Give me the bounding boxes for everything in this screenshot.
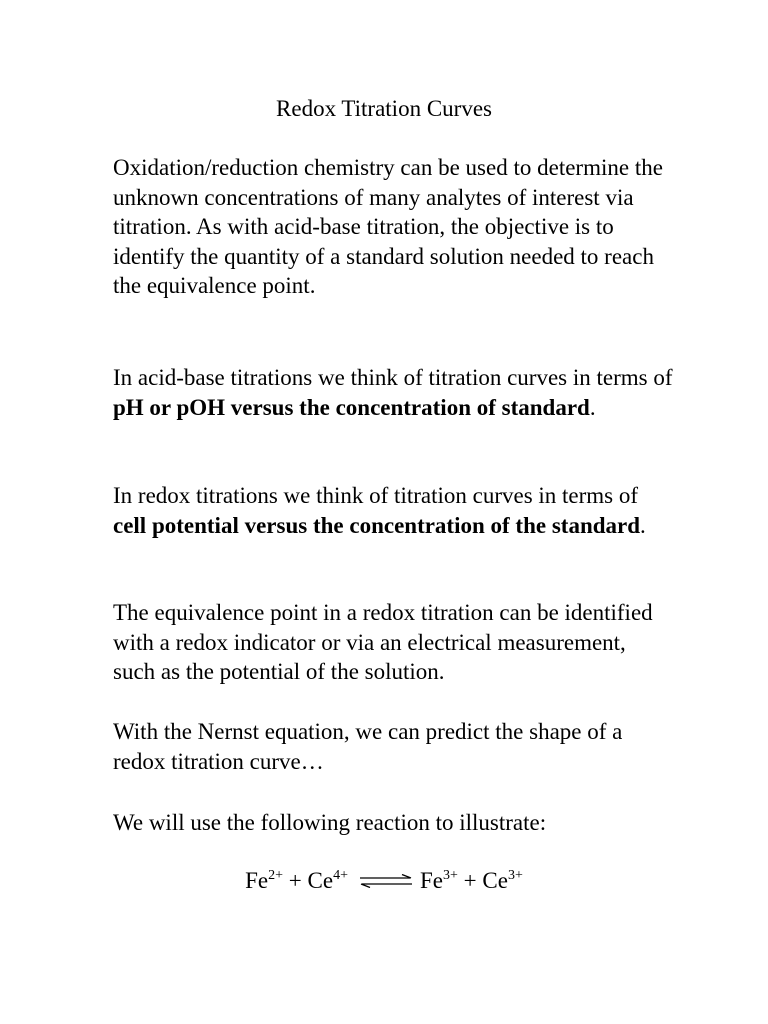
paragraph-redox-text: In redox titrations we think of titration curves in terms of [113, 483, 639, 508]
product-ce: Ce [482, 868, 508, 893]
reactant-ce-charge: 4+ [333, 868, 348, 883]
paragraph-illustrate: We will use the following reaction to illustrate: [113, 810, 547, 835]
reaction-equation [0, 866, 768, 898]
reactant-ce: Ce [307, 868, 334, 893]
plus-sign-2: + [457, 868, 483, 893]
paragraph-acid-base-end: . [589, 394, 596, 420]
paragraph-redox [113, 481, 673, 540]
paragraph-equivalence-point: The equivalence point in a redox titration can be identified with a redox indicator or via an electrical measurement, such as the potential of the solution. [113, 600, 653, 685]
equilibrium-arrows-icon [358, 866, 414, 896]
paragraph-redox-bold: cell potential versus the concentration of the standard [113, 512, 641, 538]
paragraph-intro: Oxidation/reduction chemistry can be used to determine the unknown concentrations of many analytes of interest via titration. As with acid-base titration, the objective is to identify the quantity of a standard solution needed to reach the equivalence point. [113, 155, 663, 299]
product-ce-charge: 3+ [507, 868, 523, 883]
product-fe: Fe [420, 868, 443, 893]
paragraph-acid-base-bold: pH or pOH versus the concentration of standard [113, 394, 590, 420]
page-title: Redox Titration Curves [276, 96, 492, 121]
paragraph-redox-end: . [640, 512, 646, 538]
paragraph-acid-base-text: In acid-base titrations we think of titration curves in terms of [113, 365, 673, 390]
paragraph-acid-base [113, 363, 673, 422]
paragraph-nernst: With the Nernst equation, we can predict the shape of a redox titration curve… [113, 719, 623, 774]
product-fe-charge: 3+ [443, 868, 458, 883]
plus-sign: + [283, 868, 308, 893]
reactant-fe: Fe [245, 868, 269, 893]
reactant-fe-charge: 2+ [268, 868, 284, 883]
